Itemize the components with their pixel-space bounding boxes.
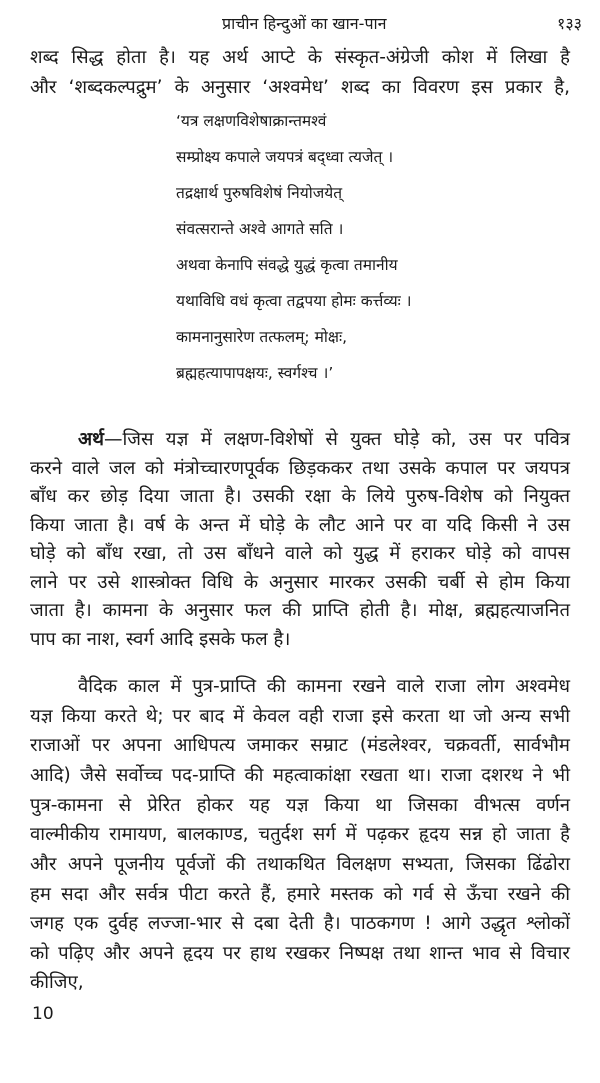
body-line: बाँध कर छोड़ दिया जाता है। उसकी रक्षा के लिये पुरुष-विशेष को नियुक्त — [30, 486, 570, 507]
body-line: पाप का नाश, स्वर्ग आदि इसके फल है। — [30, 629, 291, 650]
body-line: घोड़े को बाँध रखा, तो उस बाँधने वाले को युद्ध में हराकर घोड़े को वापस — [30, 543, 570, 564]
body-line: जगह एक दुर्वह लज्जा-भार से दबा देती है। पाठकगण ! आगे उद्धृत श्लोकों — [30, 913, 570, 934]
body-line: करने वाले जल को मंत्रोच्चारणपूर्वक छिड़ककर तथा उसके कपाल पर जयपत्र — [30, 458, 570, 479]
verse-line: ‘यत्र लक्षणविशेषाक्रान्तमश्वं — [176, 112, 327, 130]
verse-line: अथवा केनापि संवद्धे युद्धं कृत्वा तमानीय — [176, 256, 398, 274]
body-line: कीजिए, — [30, 972, 84, 993]
verse-line: ब्रह्महत्यापापक्षयः, स्वर्गश्च ।’ — [176, 364, 334, 382]
meaning-label: अर्थ — [78, 429, 104, 450]
body-line: शब्द सिद्ध होता है। यह अर्थ आप्टे के संस्कृत-अंग्रेजी कोश में लिखा है — [30, 47, 570, 68]
body-line: किया जाता है। वर्ष के अन्त में घोड़े के लौट आने पर वा यदि किसी ने उस — [30, 515, 570, 536]
body-line: यज्ञ किया करते थे; पर बाद में केवल वही राजा इसे करता था जो अन्य सभी — [30, 706, 570, 727]
meaning-first-line — [78, 428, 570, 452]
body-line: लाने पर उसे शास्त्रोक्त विधि के अनुसार मारकर उसकी चर्बी से होम किया — [30, 572, 570, 593]
body-line: और ‘शब्दकल्पद्रुम’ के अनुसार ‘अश्वमेध’ शब्द का विवरण इस प्रकार है, — [30, 77, 570, 98]
body-line: आदि) जैसे सर्वोच्च पद-प्राप्ति की महत्वाकांक्षा रखता था। राजा दशरथ ने भी — [30, 765, 570, 786]
body-line: को पढ़िए और अपने हृदय पर हाथ रखकर निष्पक्ष तथा शान्त भाव से विचार — [30, 943, 570, 964]
verse-line: सम्प्रोक्ष्य कपाले जयपत्रं बद्ध्वा त्यजेत् । — [176, 148, 394, 166]
running-title: प्राचीन हिन्दुओं का खान-पान — [222, 14, 387, 33]
verse-line: कामनानुसारेण तत्फलम्; मोक्षः, — [176, 328, 348, 346]
body-line: वाल्मीकीय रामायण, बालकाण्ड, चतुर्दश सर्ग में पढ़कर हृदय सन्न हो जाता है — [30, 824, 570, 845]
body-line: वैदिक काल में पुत्र-प्राप्ति की कामना रखने वाले राजा लोग अश्वमेध — [78, 676, 570, 697]
verse-line: यथाविधि वधं कृत्वा तद्वपया होमः कर्त्तव्यः । — [176, 292, 412, 310]
page-number: १३३ — [557, 14, 582, 33]
body-line: राजाओं पर अपना आधिपत्य जमाकर सम्राट (मंडलेश्वर, चक्रवर्ती, सार्वभौम — [30, 735, 570, 756]
verse-line: संवत्सरान्ते अश्वे आगते सति । — [176, 220, 344, 238]
meaning-text: —जिस यज्ञ में लक्षण-विशेषों से युक्त घोड़े को, उस पर पवित्र — [103, 429, 570, 450]
body-line: हम सदा और सर्वत्र पीटा करते हैं, हमारे मस्तक को गर्व से ऊँचा रखने की — [30, 884, 570, 905]
signature-mark: 10 — [32, 1004, 54, 1024]
body-line: और अपने पूजनीय पूर्वजों की तथाकथित विलक्षण सभ्यता, जिसका ढिंढोरा — [30, 854, 570, 875]
verse-line: तद्रक्षार्थ पुरुषविशेषं नियोजयेत् — [176, 184, 343, 202]
body-line: जाता है। कामना के अनुसार फल की प्राप्ति होती है। मोक्ष, ब्रह्महत्याजनित — [30, 600, 570, 621]
body-line: पुत्र-कामना से प्रेरित होकर यह यज्ञ किया था जिसका वीभत्स वर्णन — [30, 795, 570, 816]
